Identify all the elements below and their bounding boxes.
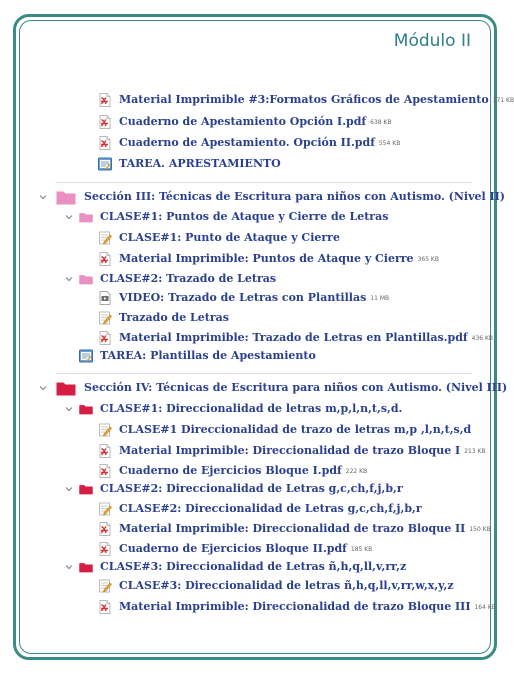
item-label: Cuaderno de Ejercicios Bloque II.pdf xyxy=(119,542,347,555)
page-icon xyxy=(98,423,112,437)
item-label: Cuaderno de Apestamiento. Opción II.pdf xyxy=(119,136,375,149)
section-divider xyxy=(56,373,472,374)
item-label: Material Imprimible: Puntos de Ataque y Cierre xyxy=(119,252,414,265)
item-label: VIDEO: Trazado de Letras con Plantillas xyxy=(119,291,367,304)
item-label: TAREA. APRESTAMIENTO xyxy=(119,157,281,170)
item-label: CLASE#1: Punto de Ataque y Cierre xyxy=(119,231,340,244)
section-header[interactable] xyxy=(56,379,507,397)
resource-link[interactable] xyxy=(98,134,400,152)
item-label: CLASE#2: Direccionalidad de Letras g,c,ch,f,j,b,r xyxy=(119,502,422,515)
chevron-down-icon[interactable] xyxy=(64,562,74,572)
file-size: 11 MB xyxy=(370,294,390,302)
item-label: CLASE#1: Puntos de Ataque y Cierre de Letras xyxy=(100,210,389,223)
lesson-folder[interactable] xyxy=(79,558,406,576)
resource-link[interactable] xyxy=(98,462,367,480)
resource-link[interactable] xyxy=(98,91,514,109)
chevron-down-icon[interactable] xyxy=(64,212,74,222)
file-size: 436 KB xyxy=(471,334,494,342)
file-size: 371 KB xyxy=(492,96,514,104)
folder-icon xyxy=(79,211,93,223)
assignment-icon xyxy=(98,157,112,171)
folder-icon xyxy=(79,403,93,415)
pdf-icon xyxy=(98,115,112,129)
page-icon xyxy=(98,231,112,245)
section-divider xyxy=(56,182,472,183)
folder-icon xyxy=(79,483,93,495)
chevron-down-icon[interactable] xyxy=(64,484,74,494)
resource-link[interactable] xyxy=(98,598,496,616)
resource-link[interactable] xyxy=(98,329,493,347)
item-label: Sección III: Técnicas de Escritura para niños con Autismo. (Nivel II) xyxy=(84,190,505,203)
lesson-folder[interactable] xyxy=(79,208,388,226)
resource-link[interactable] xyxy=(98,540,372,558)
resource-link[interactable] xyxy=(98,577,454,595)
module-title: Módulo II xyxy=(393,31,471,51)
assignment-icon xyxy=(79,349,93,363)
resource-link[interactable] xyxy=(98,520,491,538)
item-label: Trazado de Letras xyxy=(119,311,229,324)
pdf-icon xyxy=(98,600,112,614)
lesson-folder[interactable] xyxy=(79,400,402,418)
folder-icon xyxy=(79,561,93,573)
chevron-down-icon[interactable] xyxy=(64,404,74,414)
resource-link[interactable] xyxy=(98,289,389,307)
file-size: 150 KB xyxy=(469,525,491,533)
resource-link[interactable] xyxy=(98,500,422,518)
item-label: Material Imprimible #3:Formatos Gráficos de Apestamiento xyxy=(119,93,489,106)
lesson-folder[interactable] xyxy=(79,480,403,498)
resource-link[interactable] xyxy=(98,155,281,173)
pdf-icon xyxy=(98,444,112,458)
resource-link[interactable] xyxy=(98,250,439,268)
folder-icon xyxy=(56,380,76,396)
page-icon xyxy=(98,311,112,325)
folder-icon xyxy=(56,189,76,205)
file-size: 213 KB xyxy=(464,447,486,455)
pdf-icon xyxy=(98,542,112,556)
item-label: Material Imprimible: Direccionalidad de trazo Bloque II xyxy=(119,522,466,535)
item-label: Material Imprimible: Direccionalidad de trazo Bloque I xyxy=(119,444,461,457)
resource-link[interactable] xyxy=(98,421,471,439)
resource-link[interactable] xyxy=(79,347,316,365)
chevron-down-icon[interactable] xyxy=(38,383,48,393)
section-header[interactable] xyxy=(56,188,505,206)
item-label: CLASE#1 Direccionalidad de trazo de letras m,p ,l,n,t,s,d xyxy=(119,423,472,436)
item-label: Material Imprimible: Trazado de Letras en Plantillas.pdf xyxy=(119,331,468,344)
item-label: Cuaderno de Apestamiento Opción I.pdf xyxy=(119,115,367,128)
item-label: CLASE#1: Direccionalidad de letras m,p,l,n,t,s,d. xyxy=(100,402,403,415)
item-label: TAREA: Plantillas de Apestamiento xyxy=(100,349,316,362)
item-label: CLASE#2: Trazado de Letras xyxy=(100,272,277,285)
chevron-down-icon[interactable] xyxy=(64,274,74,284)
file-size: 365 KB xyxy=(417,255,439,263)
pdf-icon xyxy=(98,252,112,266)
pdf-icon xyxy=(98,136,112,150)
resource-link[interactable] xyxy=(98,442,486,460)
file-size: 164 KB xyxy=(474,603,496,611)
chevron-down-icon[interactable] xyxy=(38,192,48,202)
item-label: CLASE#3: Direccionalidad de Letras ñ,h,q,ll,v,rr,z xyxy=(100,560,407,573)
resource-link[interactable] xyxy=(98,229,340,247)
item-label: Sección IV: Técnicas de Escritura para niños con Autismo. (Nivel III) xyxy=(84,381,508,394)
page-icon xyxy=(98,502,112,516)
pdf-icon xyxy=(98,464,112,478)
item-label: CLASE#2: Direccionalidad de Letras g,c,ch,f,j,b,r xyxy=(100,482,403,495)
pdf-icon xyxy=(98,331,112,345)
pdf-icon xyxy=(98,522,112,536)
file-size: 638 KB xyxy=(370,118,392,126)
file-size: 185 KB xyxy=(350,545,373,553)
item-label: Cuaderno de Ejercicios Bloque I.pdf xyxy=(119,464,342,477)
video-file-icon xyxy=(98,291,112,305)
lesson-folder[interactable] xyxy=(79,270,276,288)
file-size: 554 KB xyxy=(378,139,401,147)
item-label: CLASE#3: Direccionalidad de letras ñ,h,q,ll,v,rr,w,x,y,z xyxy=(119,579,454,592)
item-label: Material Imprimible: Direccionalidad de trazo Bloque III xyxy=(119,600,471,613)
file-size: 222 KB xyxy=(345,467,368,475)
resource-link[interactable] xyxy=(98,113,392,131)
folder-icon xyxy=(79,273,93,285)
resource-link[interactable] xyxy=(98,309,229,327)
page-icon xyxy=(98,579,112,593)
pdf-icon xyxy=(98,93,112,107)
